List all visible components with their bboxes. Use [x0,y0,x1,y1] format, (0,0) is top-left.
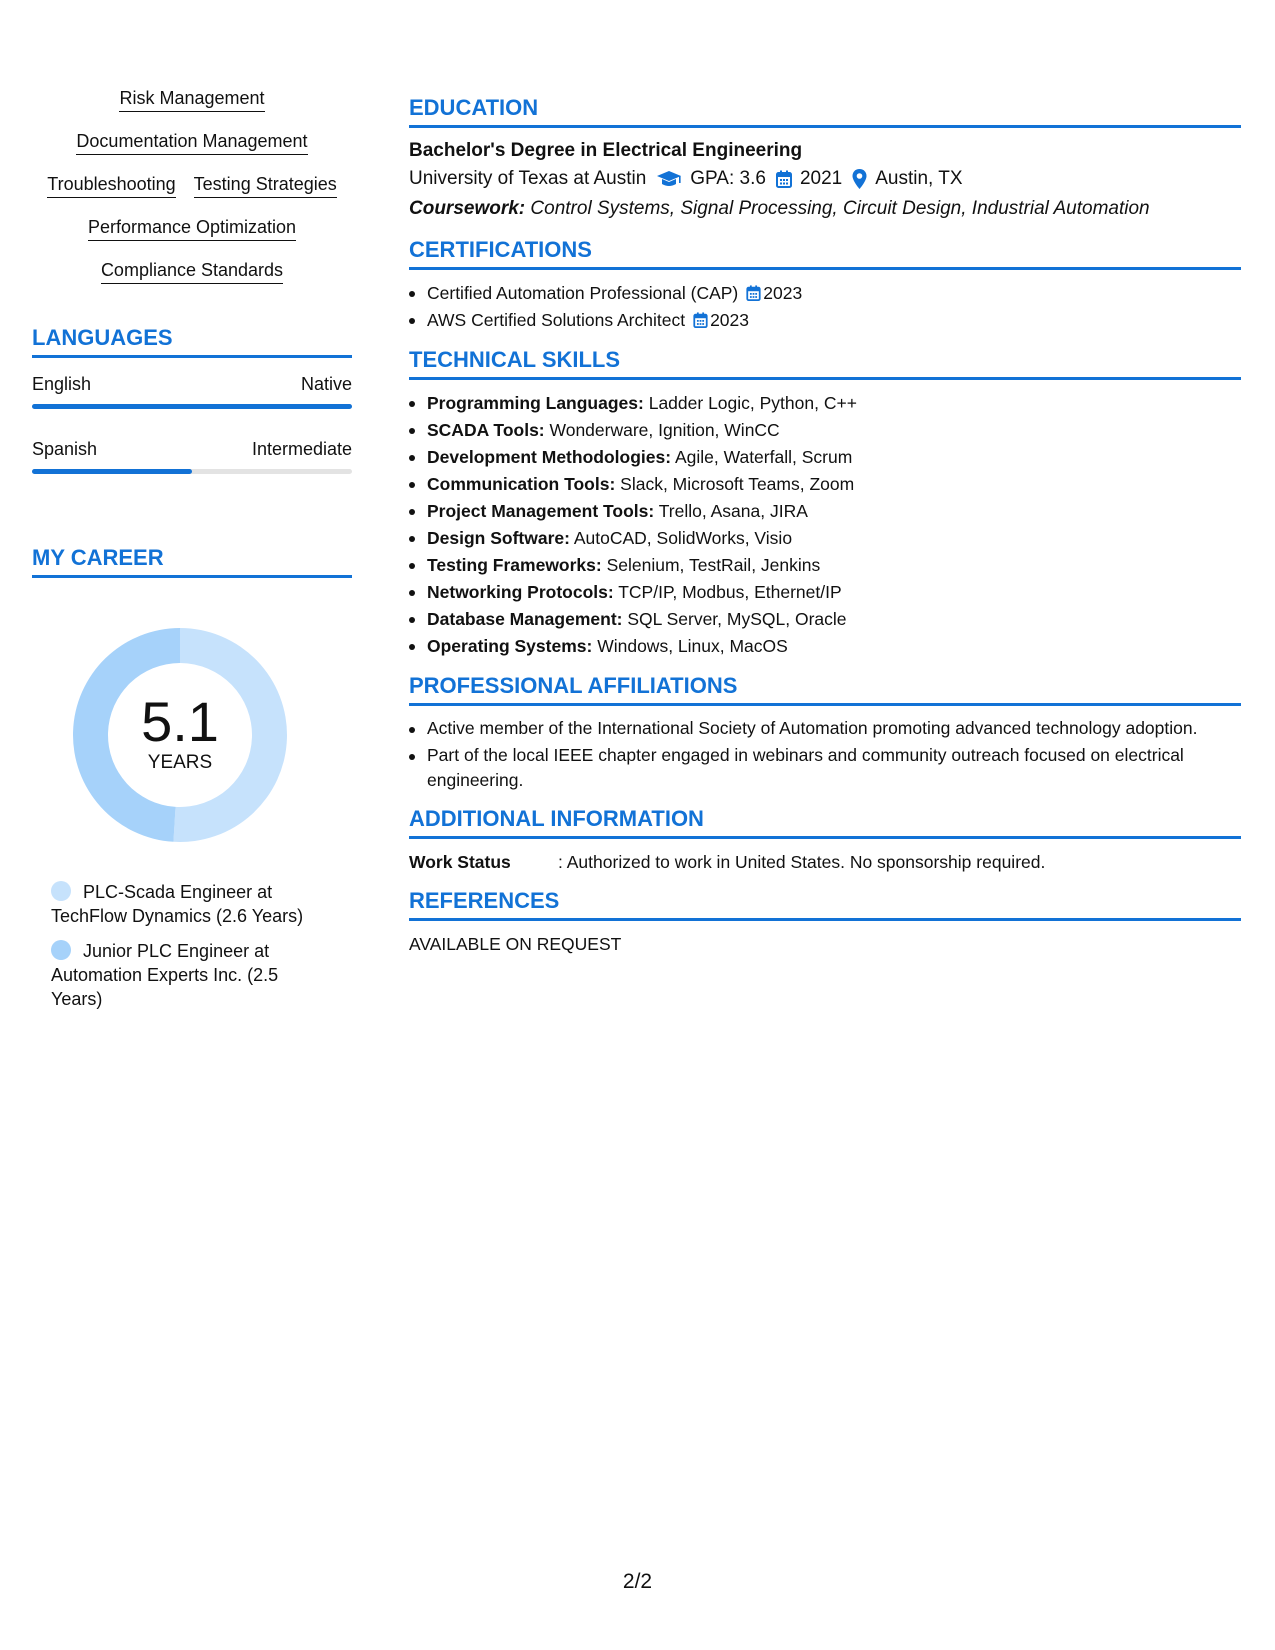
gpa: GPA: 3.6 [690,168,766,189]
certification-item [427,280,1241,307]
certification-item [427,307,1241,334]
language-row [32,372,352,396]
school-name: University of Texas at Austin [409,168,647,189]
calendar-icon [693,310,710,330]
skill-tag-row [32,86,352,112]
skill-tag: Testing Strategies [194,172,337,198]
career-donut-chart [65,620,295,850]
education-meta [409,164,1241,194]
language-name: Spanish [32,439,98,459]
technical-skill-value: Agile, Waterfall, Scrum [674,447,853,467]
career-total-value: 5.1 [141,690,219,753]
coursework [409,194,1241,224]
language-proficiency-fill [32,404,352,409]
skill-tag: Troubleshooting [47,172,175,198]
language-level: Intermediate [251,439,352,459]
certification-date [746,280,802,307]
language-row [32,437,352,461]
technical-skill-value: Wonderware, Ignition, WinCC [549,420,780,440]
career-total-unit: YEARS [147,752,213,773]
affiliation-item: Part of the local IEEE chapter engaged in webinars and community outreach focused on electrical engineering. [427,743,1241,793]
affiliations-list [409,716,1241,793]
language-level: Native [300,374,352,394]
right-column [409,94,1241,969]
skills-tags [32,86,352,284]
technical-skill-item [427,633,1241,660]
certifications-section [409,236,1241,334]
technical-skill-value: Ladder Logic, Python, C++ [648,393,857,413]
calendar-icon [746,283,763,303]
coursework-label: Coursework: [409,198,526,219]
legend-dot [51,940,71,960]
calendar-icon [776,170,792,188]
certification-name: Certified Automation Professional (CAP) [427,283,739,303]
technical-skill-item [427,390,1241,417]
certifications-list [409,280,1241,334]
technical-skill-item [427,606,1241,633]
references-section [409,887,1241,957]
career-heading: MY CAREER [32,544,352,578]
technical-skill-item [427,552,1241,579]
languages-heading: LANGUAGES [32,324,352,358]
education-heading: EDUCATION [409,94,1241,128]
languages-section [32,324,352,474]
technical-skills-heading: TECHNICAL SKILLS [409,346,1241,380]
left-column [32,86,352,1022]
language-item [32,372,352,409]
additional-info-section [409,805,1241,875]
technical-skill-label: Project Management Tools: [427,501,655,521]
technical-skill-item [427,525,1241,552]
technical-skill-label: Communication Tools: [427,474,616,494]
career-legend [51,880,321,1011]
certification-year: 2023 [710,310,750,330]
language-proficiency-bar [32,404,352,409]
additional-info-heading: ADDITIONAL INFORMATION [409,805,1241,839]
map-pin-icon [852,169,867,189]
technical-skill-label: Networking Protocols: [427,582,614,602]
work-status-row [409,849,1241,875]
technical-skill-value: Trello, Asana, JIRA [658,501,808,521]
coursework-list: Control Systems, Signal Processing, Circuit Design, Industrial Automation [530,198,1150,219]
technical-skills-list [409,390,1241,660]
degree-title: Bachelor's Degree in Electrical Engineering [409,140,803,161]
legend-label: Junior PLC Engineer at Automation Experts Inc. (2.5 Years) [51,941,279,1009]
certifications-heading: CERTIFICATIONS [409,236,1241,270]
technical-skill-value: Slack, Microsoft Teams, Zoom [620,474,855,494]
technical-skill-value: TCP/IP, Modbus, Ethernet/IP [618,582,842,602]
donut-center [65,620,295,850]
certification-date [693,307,749,334]
work-status-value: : Authorized to work in United States. No sponsorship required. [558,852,1046,872]
technical-skill-label: Operating Systems: [427,636,593,656]
graduation-year: 2021 [799,168,843,189]
technical-skill-item [427,498,1241,525]
certification-name: AWS Certified Solutions Architect [427,310,686,330]
career-legend-item [51,880,321,928]
skill-tag-row [32,129,352,155]
skill-tag: Compliance Standards [101,258,283,284]
affiliation-item: Active member of the International Society of Automation promoting advanced technology adoption. [427,716,1241,741]
technical-skill-label: Development Methodologies: [427,447,672,467]
technical-skill-label: Programming Languages: [427,393,644,413]
technical-skill-item [427,471,1241,498]
technical-skill-label: Database Management: [427,609,623,629]
skill-tag: Documentation Management [76,129,307,155]
technical-skill-item [427,417,1241,444]
career-legend-item [51,939,321,1011]
work-status-label: Work Status [409,852,511,872]
technical-skill-value: AutoCAD, SolidWorks, Visio [573,528,793,548]
references-heading: REFERENCES [409,887,1241,921]
language-item [32,437,352,474]
education-section [409,94,1241,224]
affiliations-heading: PROFESSIONAL AFFILIATIONS [409,672,1241,706]
technical-skill-value: Selenium, TestRail, Jenkins [606,555,821,575]
technical-skill-item [427,444,1241,471]
graduation-cap-icon [656,170,682,188]
technical-skill-label: Design Software: [427,528,570,548]
technical-skill-label: Testing Frameworks: [427,555,602,575]
language-proficiency-bar [32,469,352,474]
technical-skills-section [409,346,1241,660]
skill-tag: Performance Optimization [88,215,296,241]
technical-skill-value: SQL Server, MySQL, Oracle [627,609,847,629]
affiliations-section [409,672,1241,793]
legend-label: PLC-Scada Engineer at TechFlow Dynamics (2.6 Years) [51,882,304,926]
career-section [32,544,352,1011]
language-name: English [32,374,92,394]
technical-skill-label: SCADA Tools: [427,420,545,440]
certification-year: 2023 [763,283,803,303]
skill-tag-row [32,215,352,241]
skill-tag-row [32,258,352,284]
language-proficiency-fill [32,469,192,474]
languages-list [32,372,352,474]
technical-skill-item [427,579,1241,606]
legend-dot [51,881,71,901]
references-text: AVAILABLE ON REQUEST [409,934,622,954]
skill-tag-row [32,172,352,198]
location: Austin, TX [875,168,963,189]
skill-tag: Risk Management [119,86,264,112]
page-number: 2/2 [622,1570,653,1593]
technical-skill-value: Windows, Linux, MacOS [597,636,788,656]
